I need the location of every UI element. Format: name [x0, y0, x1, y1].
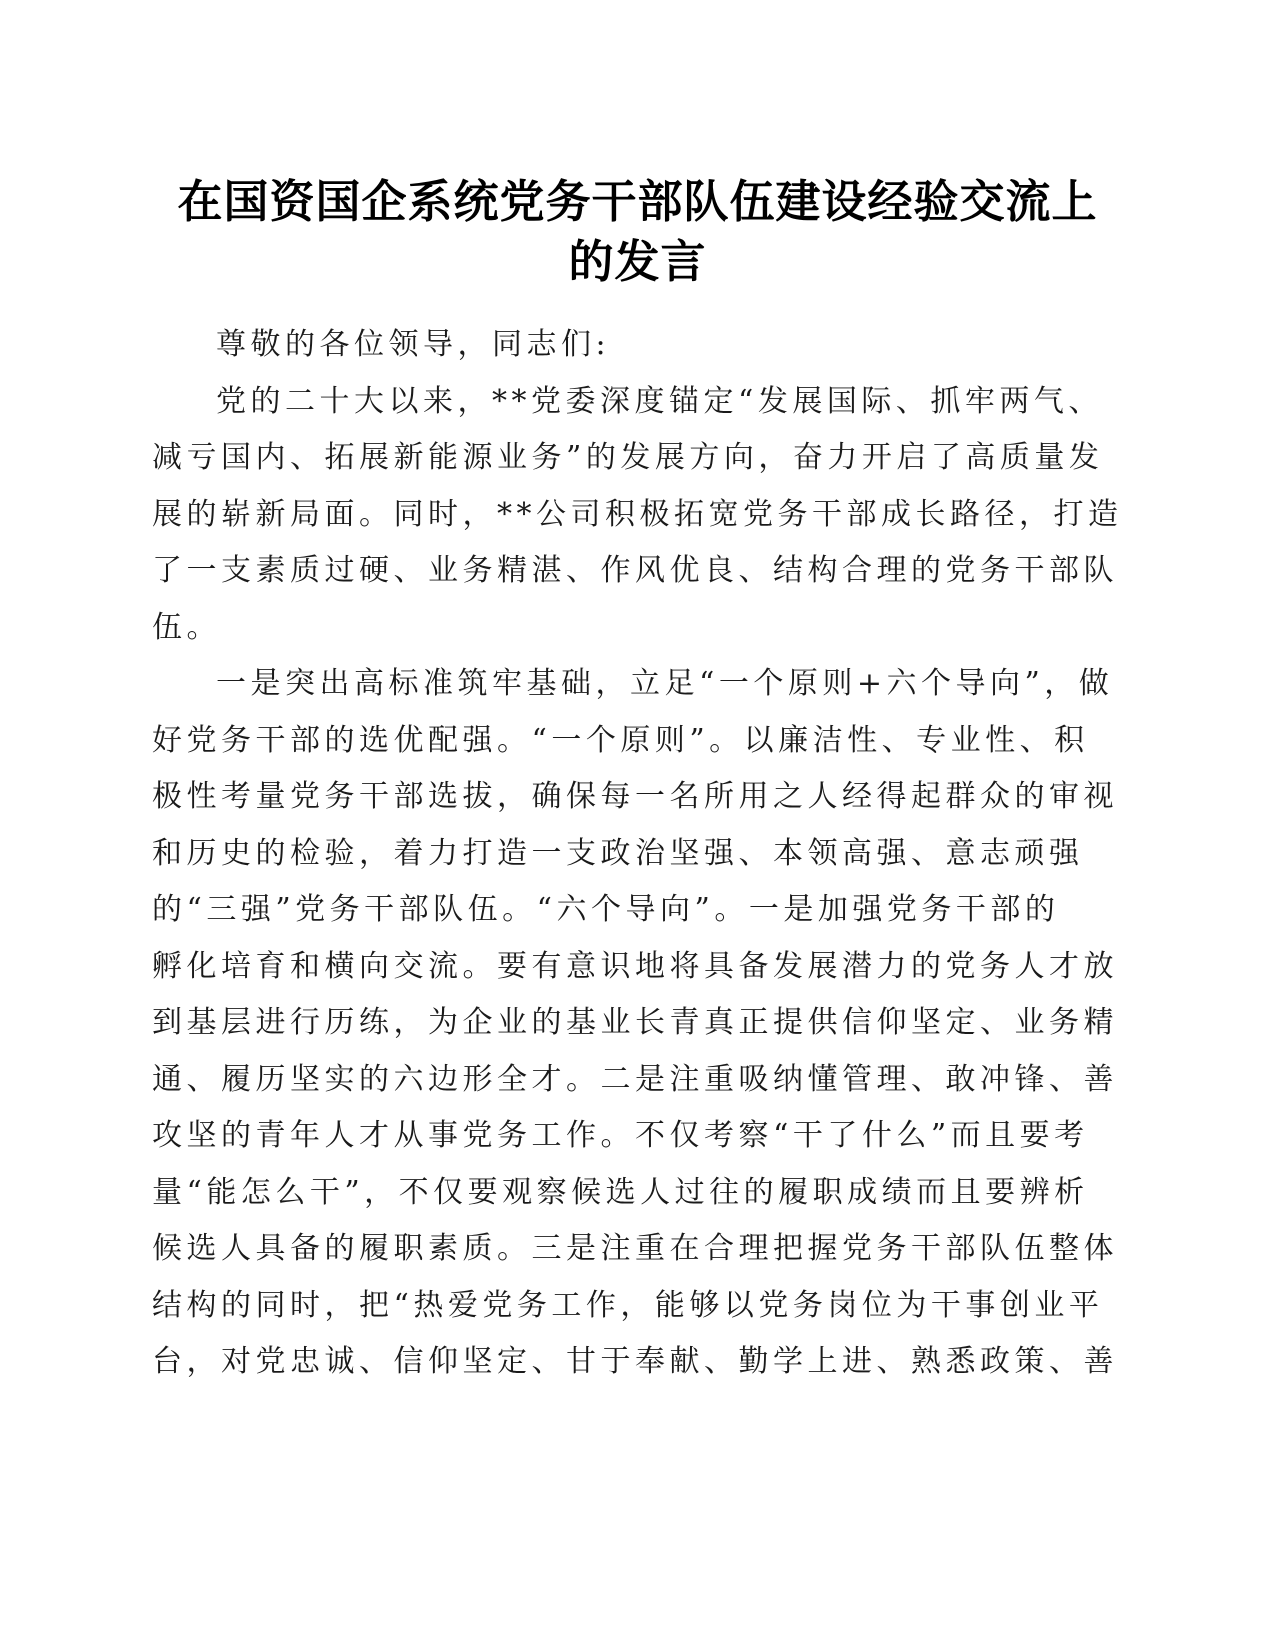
body-line: 党的二十大以来，**党委深度锚定“发展国际、抓牢两气、 — [216, 383, 1103, 419]
body-line: 台，对党忠诚、信仰坚定、甘于奉献、勤学上进、熟悉政策、善 — [152, 1344, 1118, 1379]
body-line: 结构的同时，把“热爱党务工作，能够以党务岗位为干事创业平 — [152, 1287, 1104, 1323]
document-title — [150, 172, 1125, 292]
body-line: 伍。 — [152, 609, 221, 645]
title-line: 的发言 — [568, 235, 707, 288]
body-line: 减亏国内、拓展新能源业务”的发展方向，奋力开启了高质量发 — [152, 440, 1104, 475]
body-line: 候选人具备的履职素质。三是注重在合理把握党务干部队伍整体 — [152, 1231, 1118, 1266]
body-line: 展的崭新局面。同时，**公司积极拓宽党务干部成长路径，打造 — [152, 496, 1123, 532]
body-line: 和历史的检验，着力打造一支政治坚强、本领高强、意志顽强 — [152, 835, 1084, 871]
body-line: 的“三强”党务干部队伍。“六个导向”。一是加强党务干部的 — [152, 892, 1060, 927]
body-line: 攻坚的青年人才从事党务工作。不仅考察“干了什么”而且要考 — [152, 1118, 1089, 1153]
document-body — [152, 317, 1123, 1391]
body-line: 一是突出高标准筑牢基础，立足“一个原则+六个导向”，做 — [216, 666, 1114, 701]
body-line: 了一支素质过硬、业务精湛、作风优良、结构合理的党务干部队 — [152, 553, 1118, 588]
body-line: 通、履历坚实的六边形全才。二是注重吸纳懂管理、敢冲锋、善 — [152, 1061, 1118, 1097]
title-line: 在国资国企系统党务干部队伍建设经验交流上 — [177, 175, 1098, 228]
body-line: 尊敬的各位领导，同志们: — [216, 327, 611, 362]
body-line: 量“能怎么干”，不仅要观察候选人过往的履职成绩而且要辨析 — [152, 1174, 1089, 1210]
body-line: 好党务干部的选优配强。“一个原则”。以廉洁性、专业性、积 — [152, 722, 1089, 758]
body-line: 到基层进行历练，为企业的基业长青真正提供信仰坚定、业务精 — [152, 1005, 1118, 1040]
body-line: 极性考量党务干部选拔，确保每一名所用之人经得起群众的审视 — [152, 779, 1118, 814]
body-line: 孵化培育和横向交流。要有意识地将具备发展潜力的党务人才放 — [152, 948, 1118, 984]
